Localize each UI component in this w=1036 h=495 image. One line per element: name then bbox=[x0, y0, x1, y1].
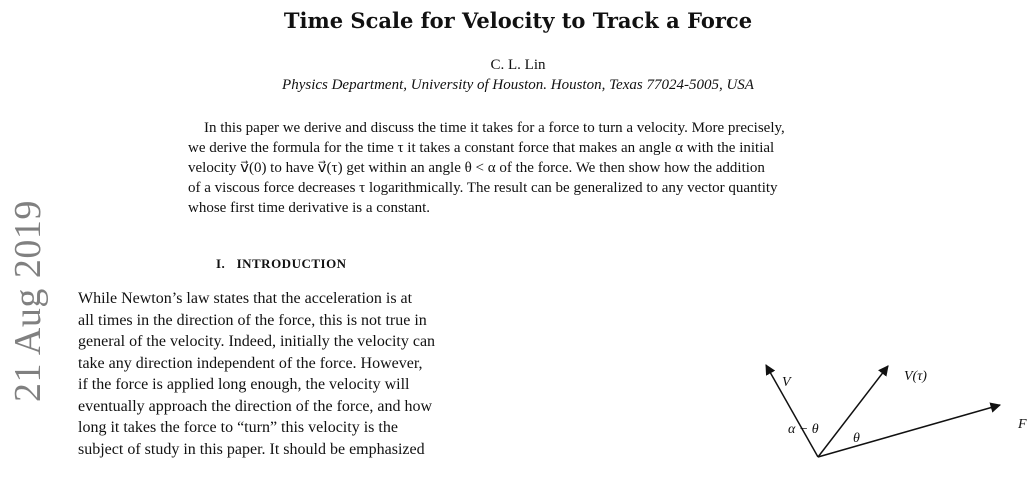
body-line: subject of study in this paper. It should be emphasized bbox=[78, 440, 425, 458]
body-line: eventually approach the direction of the force, and how bbox=[78, 397, 433, 415]
vector-f bbox=[818, 405, 1000, 457]
section-heading bbox=[216, 256, 347, 272]
body-line: take any direction independent of the force. However, bbox=[78, 354, 423, 372]
label-v-tau: V(τ) bbox=[904, 369, 927, 384]
body-line: if the force is applied long enough, the velocity will bbox=[78, 376, 410, 393]
body-line: While Newton’s law states that the acceleration is at bbox=[78, 290, 413, 307]
abstract-line: we derive the formula for the time τ it takes a constant force that makes an angle α with the initial bbox=[188, 140, 775, 156]
author: C. L. Lin bbox=[490, 57, 546, 73]
paper-title: Time Scale for Velocity to Track a Force bbox=[283, 8, 753, 33]
section-title: INTRODUCTION bbox=[236, 256, 347, 271]
abstract bbox=[188, 118, 1028, 218]
abstract-line: of a viscous force decreases τ logarithmically. The result can be generalized to any vector quantity bbox=[188, 180, 778, 196]
section-number: I. bbox=[216, 256, 226, 271]
abstract-line: velocity v⃗(0) to have v⃗(τ) get within an angle θ < α of the force. We then show how the addition bbox=[188, 160, 765, 176]
body-line: long it takes the force to “turn” this velocity is the bbox=[78, 419, 398, 436]
affiliation: Physics Department, University of Houston. Houston, Texas 77024-5005, USA bbox=[282, 77, 754, 93]
label-v: V bbox=[782, 375, 791, 390]
label-alpha-minus-theta: α − θ bbox=[788, 422, 819, 437]
label-f: F bbox=[1018, 417, 1027, 432]
vector-diagram bbox=[720, 350, 1036, 491]
arxiv-stamp: 21 Aug 2019 bbox=[7, 200, 49, 402]
vector-v bbox=[766, 365, 818, 457]
abstract-line: In this paper we derive and discuss the time it takes for a force to turn a velocity. More precisely, bbox=[204, 120, 785, 136]
body-paragraph bbox=[78, 288, 498, 460]
label-theta: θ bbox=[853, 431, 860, 446]
body-line: all times in the direction of the force, this is not true in bbox=[78, 311, 427, 329]
body-line: general of the velocity. Indeed, initially the velocity can bbox=[78, 333, 436, 350]
abstract-line: whose first time derivative is a constant. bbox=[188, 200, 431, 216]
